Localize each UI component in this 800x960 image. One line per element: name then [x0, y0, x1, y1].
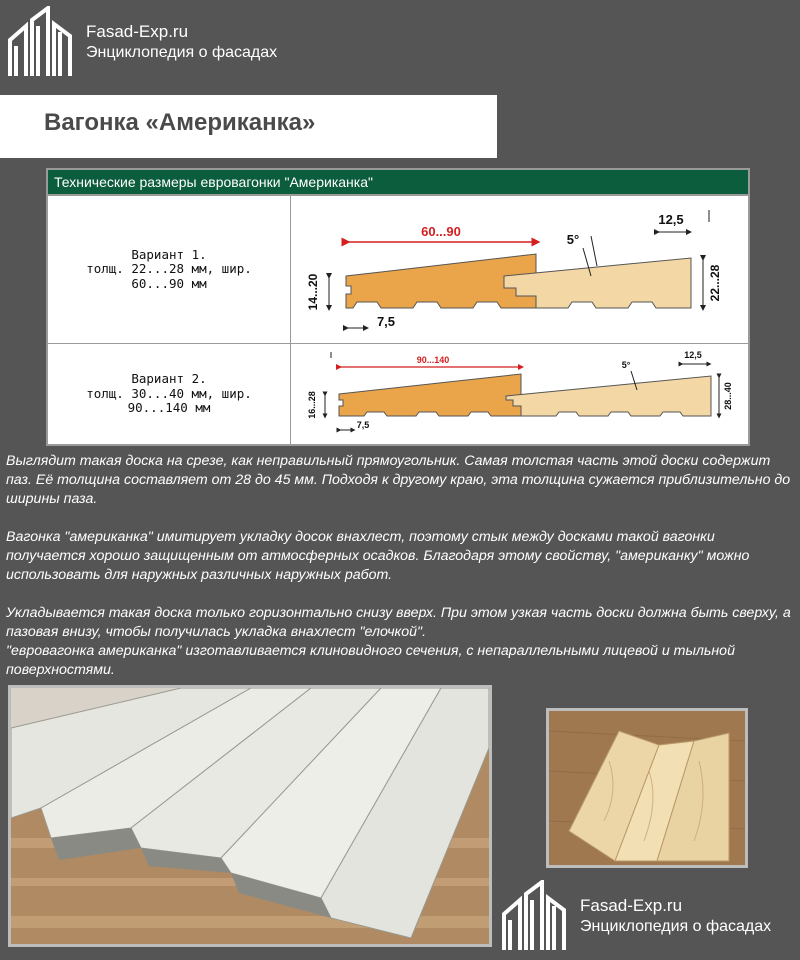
dim-right-thickness-1: 22...28 [708, 264, 722, 302]
variant-2-diagram [291, 344, 748, 444]
paragraph-3: Укладывается такая доска только горизонтально снизу вверх. При этом узкая часть доски должна быть сверху, а пазовая внизу, чтобы получилась укладка внахлест "елочкой". [6, 605, 791, 640]
brand-text [86, 22, 277, 62]
variant-1-diagram [291, 196, 748, 343]
paragraph-4: "евровагонка американка" изготавливается клиновидного сечения, с непараллельными лицевой и тыльной поверхностями. [6, 643, 735, 678]
variant-1-line2: 60...90 мм [131, 275, 207, 291]
dim-left-thickness-1: 14...20 [306, 273, 320, 311]
photo-natural-boards [546, 708, 748, 868]
spec-row-variant-1 [48, 196, 748, 344]
dim-left-thickness-2: 16...28 [307, 391, 317, 419]
variant-1-line1: толщ. 22...28 мм, шир. [86, 261, 252, 277]
brand-text-bottom [580, 896, 771, 936]
variant-2-line2: 90...140 мм [127, 400, 211, 416]
brand-logo[interactable] [6, 6, 277, 78]
brand-subtitle: Энциклопедия о фасадах [86, 43, 278, 61]
spec-table [46, 168, 750, 446]
variant-2-line1: толщ. 30...40 мм, шир. [86, 385, 252, 401]
natural-boards-image [549, 711, 745, 865]
paragraph-2: Вагонка "американка" имитирует укладку досок внахлест, поэтому стык между досками такой вагонки получается хорошо защищенным от атмосферных осадков. Благодаря этому свойству, "американку" можно использовать для наружных различных наружных работ. [6, 529, 750, 583]
dim-groove-1: 7,5 [376, 314, 396, 329]
title-banner [0, 95, 497, 158]
article-text [6, 452, 796, 699]
dim-width-1: 60...90 [421, 224, 461, 239]
board-profile-1-diagram [291, 196, 749, 343]
dim-angle-1: 5° [566, 232, 580, 247]
dim-groove-2: 7,5 [356, 420, 370, 430]
building-logo-icon [6, 6, 78, 78]
white-boards-image [11, 688, 489, 944]
page-title: Вагонка «Американка» [44, 109, 316, 136]
dim-width-2: 90...140 [416, 355, 450, 365]
variant-2-description [48, 344, 291, 444]
brand-logo-bottom[interactable] [500, 880, 771, 952]
dim-tongue-2: 12,5 [684, 350, 702, 360]
paragraph-1: Выглядит такая доска на срезе, как неправильный прямоугольник. Самая толстая часть этой доски содержит паз. Её толщина составляет от 28 до 45 мм. Подходя к другому краю, эта толщина сужается приблизительно до ширины паза. [6, 453, 791, 507]
dim-angle-2: 5° [621, 360, 631, 370]
building-logo-icon [500, 880, 572, 952]
spec-table-header: Технические размеры евровагонки "Американка" [48, 170, 748, 196]
photo-white-boards [8, 685, 492, 947]
dim-right-thickness-2: 28...40 [723, 382, 733, 410]
dim-tongue-1: 12,5 [658, 212, 684, 227]
brand-site: Fasad-Exp.ru [86, 22, 189, 42]
variant-1-description [48, 196, 291, 343]
board-profile-2-diagram [291, 344, 749, 444]
variant-1-title: Вариант 1. [131, 246, 207, 262]
spec-row-variant-2 [48, 344, 748, 444]
brand-site-bottom: Fasad-Exp.ru [580, 896, 683, 916]
variant-2-title: Вариант 2. [131, 371, 207, 387]
brand-subtitle-bottom: Энциклопедия о фасадах [580, 917, 772, 935]
